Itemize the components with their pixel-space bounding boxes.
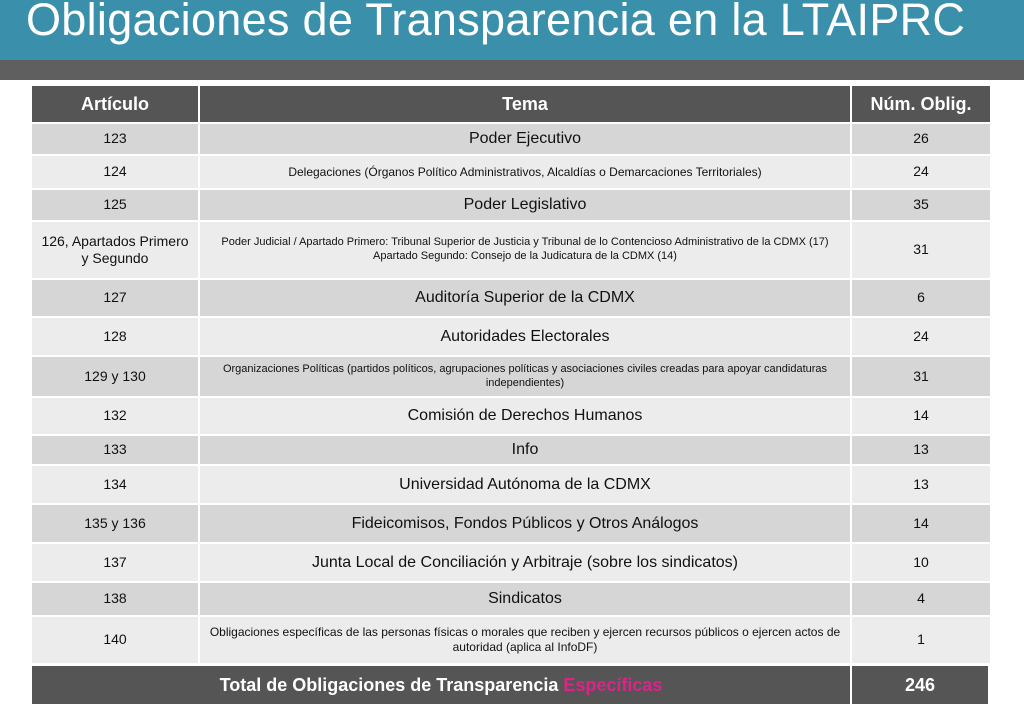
cell-num: 24 [851, 317, 991, 356]
table-row [31, 155, 991, 189]
cell-tema: Poder Ejecutivo [199, 123, 851, 155]
table-row [31, 356, 991, 397]
cell-num: 35 [851, 189, 991, 221]
table-row [31, 397, 991, 435]
page-title: Obligaciones de Transparencia en la LTAIPRC [26, 0, 966, 45]
cell-articulo: 138 [31, 582, 199, 616]
cell-articulo: 124 [31, 155, 199, 189]
total-row [30, 664, 990, 706]
cell-tema: Fideicomisos, Fondos Públicos y Otros Análogos [199, 504, 851, 543]
cell-articulo: 134 [31, 465, 199, 504]
cell-articulo: 132 [31, 397, 199, 435]
table-row [31, 465, 991, 504]
table-row [31, 221, 991, 279]
tema-line: Poder Judicial / Apartado Primero: Tribunal Superior de Justicia y Tribunal de lo Contencioso Administrativo de la CDMX (17) [221, 236, 829, 249]
cell-articulo: 126, Apartados Primero y Segundo [31, 221, 199, 279]
cell-tema: Poder Legislativo [199, 189, 851, 221]
cell-num: 24 [851, 155, 991, 189]
cell-num: 10 [851, 543, 991, 582]
cell-num: 31 [851, 221, 991, 279]
cell-num: 6 [851, 279, 991, 317]
obligations-table [30, 84, 992, 665]
tema-line: Apartado Segundo: Consejo de la Judicatura de la CDMX (14) [373, 250, 677, 262]
cell-num: 13 [851, 435, 991, 465]
cell-tema: Info [199, 435, 851, 465]
cell-num: 13 [851, 465, 991, 504]
cell-articulo: 127 [31, 279, 199, 317]
cell-num: 4 [851, 582, 991, 616]
cell-articulo: 140 [31, 616, 199, 664]
cell-tema: Sindicatos [199, 582, 851, 616]
total-label-text: Total de Obligaciones de Transparencia [219, 674, 559, 695]
cell-articulo: 133 [31, 435, 199, 465]
cell-num: 14 [851, 397, 991, 435]
cell-articulo: 128 [31, 317, 199, 356]
total-value: 246 [852, 666, 988, 704]
cell-tema: Auditoría Superior de la CDMX [199, 279, 851, 317]
header-num-oblig: Núm. Oblig. [851, 85, 991, 123]
cell-tema: Autoridades Electorales [199, 317, 851, 356]
cell-articulo: 129 y 130 [31, 356, 199, 397]
cell-tema: Delegaciones (Órganos Político Administrativos, Alcaldías o Demarcaciones Territoriales) [199, 155, 851, 189]
cell-tema [199, 221, 851, 279]
table-row [31, 435, 991, 465]
cell-num: 14 [851, 504, 991, 543]
cell-tema: Universidad Autónoma de la CDMX [199, 465, 851, 504]
cell-articulo: 135 y 136 [31, 504, 199, 543]
cell-tema: Comisión de Derechos Humanos [199, 397, 851, 435]
table-row [31, 123, 991, 155]
cell-articulo: 137 [31, 543, 199, 582]
cell-num: 1 [851, 616, 991, 664]
cell-articulo: 125 [31, 189, 199, 221]
total-label [32, 666, 852, 704]
table-row [31, 543, 991, 582]
title-divider [0, 60, 1024, 80]
cell-num: 31 [851, 356, 991, 397]
cell-tema: Obligaciones específicas de las personas físicas o morales que reciben y ejercen recursos públicos o ejercen actos de autoridad (aplica al InfoDF) [199, 616, 851, 664]
table-row [31, 616, 991, 664]
total-label-accent: Específicas [563, 674, 663, 695]
header-articulo: Artículo [31, 85, 199, 123]
cell-tema: Organizaciones Políticas (partidos políticos, agrupaciones políticas y asociaciones civiles creadas para apoyar candidaturas independientes) [199, 356, 851, 397]
table-row [31, 504, 991, 543]
table-row [31, 582, 991, 616]
table-row [31, 317, 991, 356]
header-tema: Tema [199, 85, 851, 123]
cell-tema: Junta Local de Conciliación y Arbitraje (sobre los sindicatos) [199, 543, 851, 582]
title-bar [0, 0, 1024, 60]
table-header-row [31, 85, 991, 123]
table-row [31, 189, 991, 221]
table-row [31, 279, 991, 317]
cell-num: 26 [851, 123, 991, 155]
cell-articulo: 123 [31, 123, 199, 155]
